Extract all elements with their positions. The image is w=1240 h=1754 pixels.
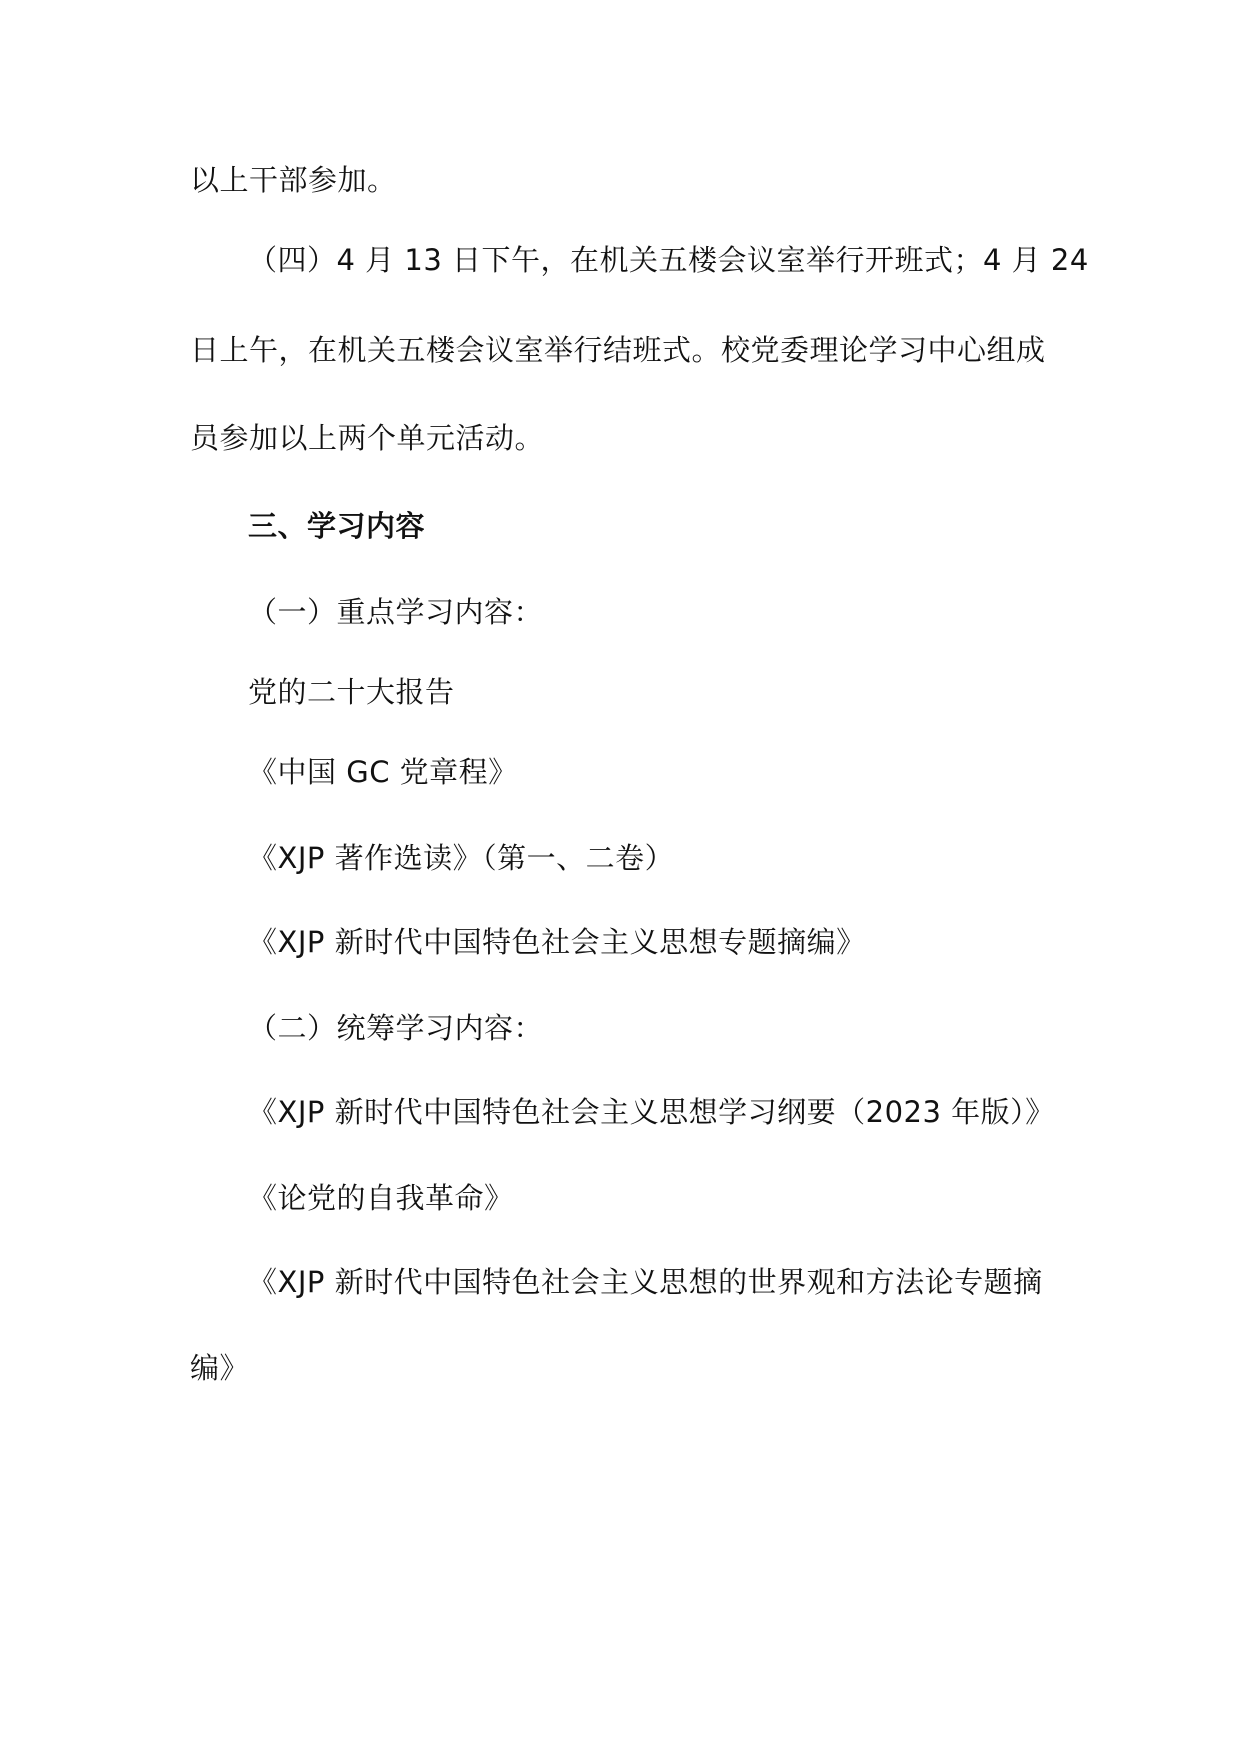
study-item-worldview-line-2: 编》 [190, 1351, 250, 1385]
study-item-thought-excerpts: 《XJP 新时代中国特色社会主义思想专题摘编》 [248, 925, 866, 959]
paragraph-continuation: 以上干部参加。 [190, 163, 397, 197]
study-item-worldview-line-1: 《XJP 新时代中国特色社会主义思想的世界观和方法论专题摘 [248, 1265, 1043, 1299]
paragraph-item-four-line-2: 日上午，在机关五楼会议室举行结班式。校党委理论学习中心组成 [190, 333, 1046, 367]
study-item-selected-works: 《XJP 著作选读》（第一、二卷） [248, 841, 675, 875]
study-item-outline-2023: 《XJP 新时代中国特色社会主义思想学习纲要（2023 年版）》 [248, 1095, 1055, 1129]
study-item-self-revolution: 《论党的自我革命》 [248, 1181, 514, 1215]
paragraph-item-four-line-3: 员参加以上两个单元活动。 [190, 421, 545, 455]
study-item-report: 党的二十大报告 [248, 675, 455, 709]
subheading-overall-study-content: （二）统筹学习内容： [248, 1011, 544, 1045]
subheading-key-study-content: （一）重点学习内容： [248, 595, 544, 629]
paragraph-item-four-line-1: （四）4 月 13 日下午，在机关五楼会议室举行开班式；4 月 24 [248, 243, 1089, 277]
section-heading-study-content: 三、学习内容 [248, 509, 426, 543]
study-item-party-constitution: 《中国 GC 党章程》 [248, 755, 518, 789]
